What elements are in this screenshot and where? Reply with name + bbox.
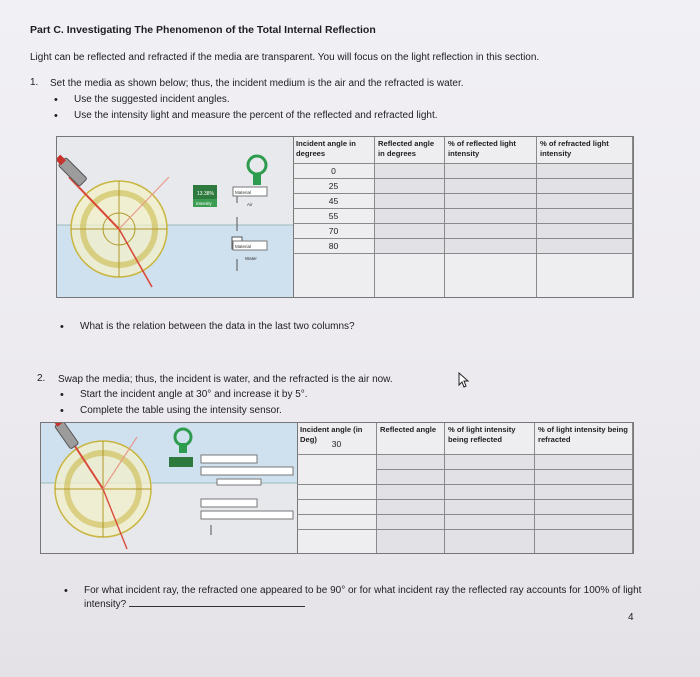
- table-1-header-pct-reflected: % of reflected light intensity: [445, 137, 537, 164]
- table-2-cell[interactable]: [377, 455, 445, 470]
- intro-text: Light can be reflected and refracted if the media are transparent. You will focus on the light reflection in this section.: [30, 52, 540, 63]
- table-2-cell[interactable]: [297, 470, 377, 485]
- table-2-cell[interactable]: [535, 455, 633, 470]
- section-title: Part C. Investigating The Phenomenon of the Total Internal Reflection: [30, 24, 376, 36]
- table-1-cell[interactable]: [445, 209, 537, 224]
- item-number-1: 1.: [30, 77, 39, 88]
- intensity-label: Intensity: [196, 201, 212, 206]
- table-1-cell: [293, 254, 375, 297]
- table-2-header-reflected: Reflected angle: [377, 423, 445, 455]
- table-2-cell[interactable]: [297, 500, 377, 515]
- table-2-cell[interactable]: [297, 530, 377, 553]
- table-1-cell[interactable]: [537, 224, 633, 239]
- material-label-bottom: Material: [235, 244, 252, 249]
- table-1-header-pct-refracted: % of refracted light intensity: [537, 137, 633, 164]
- table-2-cell[interactable]: [297, 515, 377, 530]
- table-1-header-incident: Incident angle in degrees: [293, 137, 375, 164]
- simulation-image-1: [57, 137, 294, 297]
- table-2-cell[interactable]: [377, 485, 445, 500]
- table-2-header-incident: Incident angle (in Deg): [297, 423, 377, 455]
- table-1-angle: 70: [293, 224, 375, 239]
- simulation-image-2: [41, 423, 298, 553]
- page-number: 4: [628, 612, 634, 623]
- table-1-cell[interactable]: [375, 179, 445, 194]
- material-value-bottom: Water: [245, 256, 257, 261]
- table-1-cell[interactable]: [445, 179, 537, 194]
- table-1-cell[interactable]: [445, 194, 537, 209]
- question-2-text: For what incident ray, the refracted one appeared to be 90° or for what incident ray the reflected ray accounts for 100% of light intensity?: [84, 585, 642, 610]
- table-2-cell[interactable]: [377, 530, 445, 553]
- table-2: [40, 422, 634, 554]
- table-2-cell[interactable]: [445, 485, 535, 500]
- table-1-cell[interactable]: [375, 194, 445, 209]
- table-1-grid: [293, 137, 633, 297]
- table-2-header-pct-refracted: % of light intensity being refracted: [535, 423, 633, 455]
- table-2-cell[interactable]: [445, 530, 535, 553]
- table-2-cell[interactable]: [297, 485, 377, 500]
- table-2-cell[interactable]: [377, 470, 445, 485]
- table-1-cell[interactable]: [375, 209, 445, 224]
- bullet-1a: • Use the suggested incident angles.: [74, 94, 230, 105]
- table-1-angle: 45: [293, 194, 375, 209]
- mouse-cursor-icon: [458, 372, 470, 388]
- question-1: • What is the relation between the data in the last two columns?: [80, 321, 355, 332]
- table-1-cell[interactable]: [375, 224, 445, 239]
- table-2-cell[interactable]: [377, 500, 445, 515]
- table-1-cell[interactable]: [375, 239, 445, 254]
- instruction-2: Swap the media; thus, the incident is water, and the refracted is the air now.: [58, 374, 393, 385]
- table-1-cell[interactable]: [537, 194, 633, 209]
- table-1-cell: [375, 254, 445, 297]
- table-2-cell[interactable]: [535, 485, 633, 500]
- table-1-cell: [537, 254, 633, 297]
- table-1-cell[interactable]: [445, 164, 537, 179]
- table-2-cell[interactable]: [535, 515, 633, 530]
- table-1-angle: 0: [293, 164, 375, 179]
- material-value-top: Air: [247, 202, 253, 207]
- material-label-top: Material: [235, 190, 252, 195]
- table-2-cell[interactable]: [445, 455, 535, 470]
- table-2-cell[interactable]: [445, 515, 535, 530]
- table-1-cell[interactable]: [537, 239, 633, 254]
- table-2-cell[interactable]: [535, 470, 633, 485]
- table-1-cell[interactable]: [445, 224, 537, 239]
- bullet-2a: • Start the incident angle at 30° and increase it by 5°.: [80, 389, 308, 400]
- table-1-cell: [445, 254, 537, 297]
- bullet-2b: • Complete the table using the intensity sensor.: [80, 405, 282, 416]
- table-1-angle: 80: [293, 239, 375, 254]
- answer-blank[interactable]: [129, 597, 305, 607]
- table-2-header-pct-reflected: % of light intensity being reflected: [445, 423, 535, 455]
- table-2-cell[interactable]: [445, 500, 535, 515]
- table-1-cell[interactable]: [537, 209, 633, 224]
- instruction-1: Set the media as shown below; thus, the incident medium is the air and the refracted is water.: [50, 78, 464, 89]
- table-1-cell[interactable]: [375, 164, 445, 179]
- intensity-readout: 13.38%: [197, 191, 214, 197]
- table-1-angle: 25: [293, 179, 375, 194]
- table-2-cell[interactable]: [535, 530, 633, 553]
- table-2-cell[interactable]: [445, 470, 535, 485]
- table-2-cell[interactable]: [535, 500, 633, 515]
- table-1-cell[interactable]: [537, 164, 633, 179]
- item-number-2: 2.: [37, 373, 46, 384]
- table-1: [56, 136, 634, 298]
- table-2-angle: 30: [297, 437, 377, 470]
- table-2-grid: [297, 423, 633, 553]
- question-2: [84, 585, 644, 611]
- bullet-1b: • Use the intensity light and measure the percent of the reflected and refracted light.: [74, 110, 438, 121]
- table-1-header-reflected: Reflected angle in degrees: [375, 137, 445, 164]
- table-1-cell[interactable]: [445, 239, 537, 254]
- table-1-cell[interactable]: [537, 179, 633, 194]
- table-1-angle: 55: [293, 209, 375, 224]
- table-2-cell[interactable]: [377, 515, 445, 530]
